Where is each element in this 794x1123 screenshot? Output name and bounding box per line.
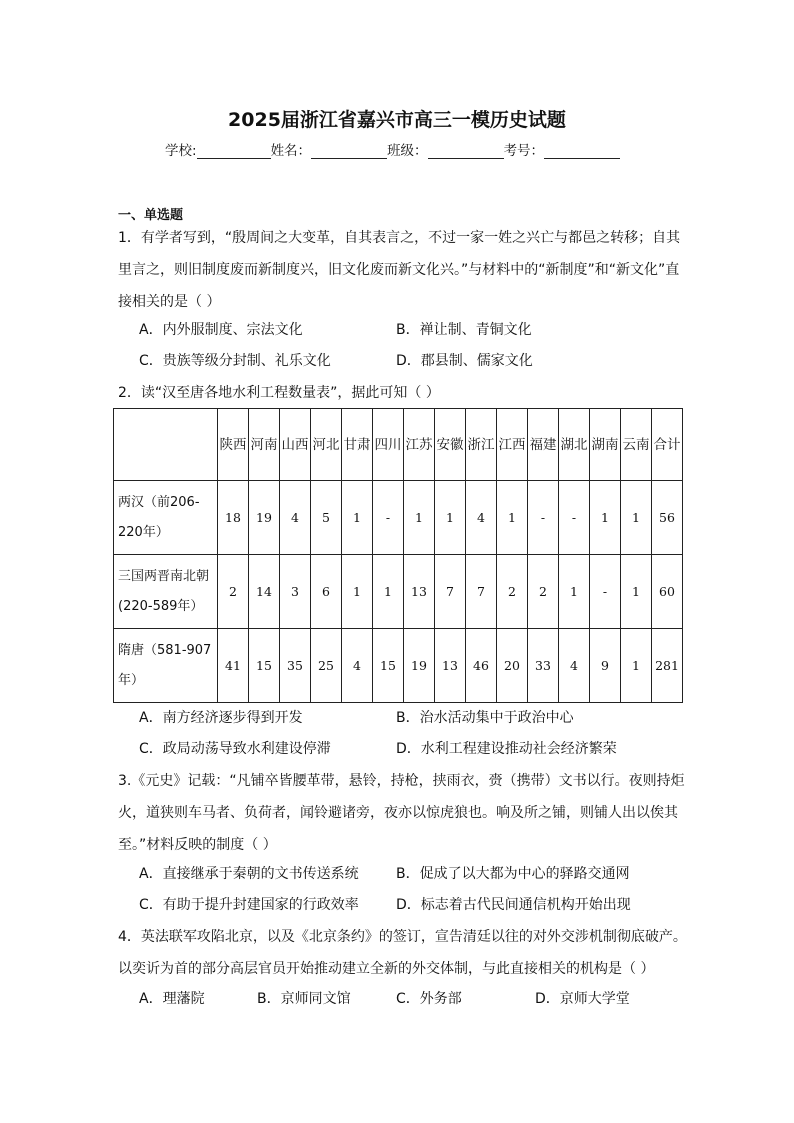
id-label: 考号：: [503, 143, 545, 159]
table-cell: 6: [311, 555, 342, 629]
q1-option-c[interactable]: C．贵族等级分封制、礼乐文化: [139, 353, 331, 369]
q1-option-a[interactable]: A．内外服制度、宗法文化: [139, 322, 303, 338]
q2-option-d[interactable]: D．水利工程建设推动社会经济繁荣: [396, 741, 617, 757]
table-cell: -: [559, 481, 590, 555]
name-label: 姓名：: [270, 143, 312, 159]
table-cell: 13: [435, 629, 466, 703]
table-cell: 1: [342, 555, 373, 629]
table-cell: 3: [280, 555, 311, 629]
col-header: 合计: [652, 409, 683, 481]
col-header: 甘肃: [342, 409, 373, 481]
table-cell: 1: [621, 629, 652, 703]
table-corner-cell: [114, 409, 218, 481]
table-row: [114, 629, 683, 703]
table-cell: 7: [466, 555, 497, 629]
col-header: 湖南: [590, 409, 621, 481]
table-cell: 41: [218, 629, 249, 703]
table-cell: 281: [652, 629, 683, 703]
table-cell: 15: [249, 629, 280, 703]
col-header: 河南: [249, 409, 280, 481]
q4-option-c[interactable]: C．外务部: [396, 991, 462, 1007]
q4-option-b[interactable]: B．京师同文馆: [257, 991, 351, 1007]
col-header: 湖北: [559, 409, 590, 481]
school-blank[interactable]: [197, 144, 271, 159]
table-cell: 1: [373, 555, 404, 629]
col-header: 陕西: [218, 409, 249, 481]
q3-option-b[interactable]: B．促成了以大都为中心的驿路交通网: [396, 866, 630, 882]
col-header: 四川: [373, 409, 404, 481]
q2-option-b[interactable]: B．治水活动集中于政治中心: [396, 710, 574, 726]
table-row: [114, 555, 683, 629]
table-cell: -: [373, 481, 404, 555]
school-label: 学校:: [165, 143, 197, 159]
question-2-text: 2．读“汉至唐各地水利工程数量表”，据此可知（ ）: [118, 385, 440, 401]
student-info-line: [165, 139, 620, 159]
class-label: 班级：: [387, 143, 428, 159]
col-header: 江西: [497, 409, 528, 481]
table-cell: 33: [528, 629, 559, 703]
q2-option-c[interactable]: C．政局动荡导致水利建设停滞: [139, 741, 331, 757]
q2-option-a[interactable]: A．南方经济逐步得到开发: [139, 710, 303, 726]
row-header: 隋唐（581-907年）: [114, 629, 218, 703]
col-header: 福建: [528, 409, 559, 481]
table-cell: 4: [280, 481, 311, 555]
col-header: 安徽: [435, 409, 466, 481]
q1-option-d[interactable]: D．郡县制、儒家文化: [396, 353, 533, 369]
table-cell: 56: [652, 481, 683, 555]
question-3-text: 3.《元史》记载：“凡铺卒皆腰革带，悬铃，持枪，挟雨衣，赍（携带）文书以行。夜则持炬火，道狭则车马者、负荷者，闻铃避诸旁，夜亦以惊虎狼也。响及所之铺，则铺人出以俟其至。”材料反映的制度（ ）: [118, 773, 685, 853]
table-cell: 15: [373, 629, 404, 703]
table-cell: 19: [404, 629, 435, 703]
table-cell: 25: [311, 629, 342, 703]
col-header: 云南: [621, 409, 652, 481]
table-cell: 1: [621, 555, 652, 629]
page-title: 2025届浙江省嘉兴市高三一模历史试题: [228, 109, 566, 131]
table-cell: 46: [466, 629, 497, 703]
table-cell: 2: [218, 555, 249, 629]
table-cell: 4: [342, 629, 373, 703]
table-cell: 20: [497, 629, 528, 703]
col-header: 江苏: [404, 409, 435, 481]
col-header: 山西: [280, 409, 311, 481]
question-4-text: 4．英法联军攻陷北京，以及《北京条约》的签订，宣告清廷以往的对外交涉机制彻底破产。以奕䜣为首的部分高层官员开始推动建立全新的外交体制，与此直接相关的机构是（ ）: [118, 929, 687, 977]
table-cell: 9: [590, 629, 621, 703]
table-cell: 5: [311, 481, 342, 555]
table-cell: 1: [342, 481, 373, 555]
table-cell: 7: [435, 555, 466, 629]
q4-option-d[interactable]: D．京师大学堂: [535, 991, 630, 1007]
table-cell: 1: [559, 555, 590, 629]
q3-option-a[interactable]: A．直接继承于秦朝的文书传送系统: [139, 866, 359, 882]
class-blank[interactable]: [428, 144, 504, 159]
table-cell: 19: [249, 481, 280, 555]
id-blank[interactable]: [544, 144, 620, 159]
table-cell: 1: [404, 481, 435, 555]
row-header: 两汉（前206-220年）: [114, 481, 218, 555]
col-header: 河北: [311, 409, 342, 481]
q1-option-b[interactable]: B．禅让制、青铜文化: [396, 322, 532, 338]
table-cell: 60: [652, 555, 683, 629]
row-header: 三国两晋南北朝(220-589年）: [114, 555, 218, 629]
table-cell: 14: [249, 555, 280, 629]
table-cell: -: [528, 481, 559, 555]
table-cell: 35: [280, 629, 311, 703]
table-cell: 4: [466, 481, 497, 555]
table-cell: 1: [435, 481, 466, 555]
question-1-text: 1．有学者写到，“殷周间之大变革，自其表言之，不过一家一姓之兴亡与都邑之转移；自其里言之，则旧制度废而新制度兴，旧文化废而新文化兴。”与材料中的“新制度”和“新文化”直接相关的是（ ）: [118, 230, 681, 310]
water-projects-table: [113, 408, 683, 703]
section-title: 一、单选题: [118, 208, 184, 223]
table-cell: 2: [528, 555, 559, 629]
table-header-row: [114, 409, 683, 481]
table-cell: -: [590, 555, 621, 629]
table-cell: 4: [559, 629, 590, 703]
table-cell: 1: [590, 481, 621, 555]
col-header: 浙江: [466, 409, 497, 481]
table-cell: 1: [497, 481, 528, 555]
q4-option-a[interactable]: A．理藩院: [139, 991, 205, 1007]
table-cell: 13: [404, 555, 435, 629]
table-row: [114, 481, 683, 555]
q3-option-c[interactable]: C．有助于提升封建国家的行政效率: [139, 897, 359, 913]
name-blank[interactable]: [311, 144, 387, 159]
q3-option-d[interactable]: D．标志着古代民间通信机构开始出现: [396, 897, 631, 913]
table-cell: 2: [497, 555, 528, 629]
table-cell: 1: [621, 481, 652, 555]
table-cell: 18: [218, 481, 249, 555]
